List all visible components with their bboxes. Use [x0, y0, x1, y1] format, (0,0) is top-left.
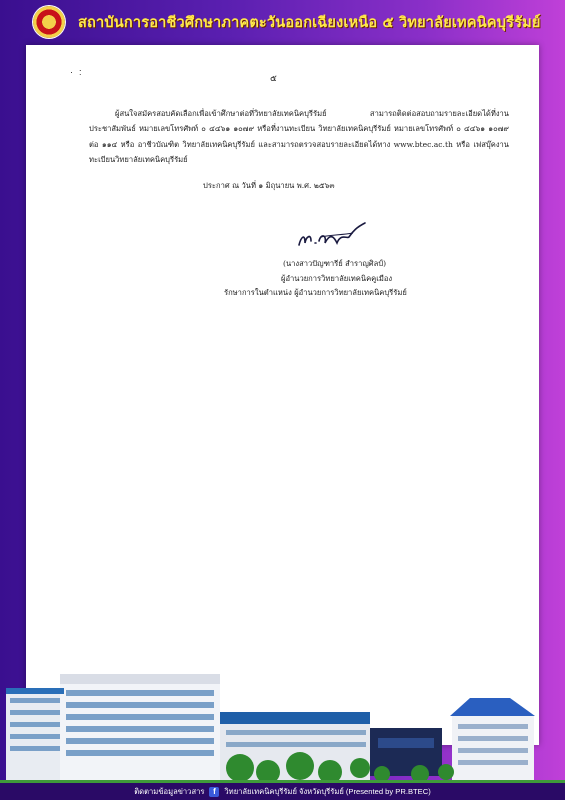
campus-buildings-image	[0, 668, 565, 786]
body-paragraph: ผู้สนใจสมัครสอบคัดเลือกเพื่อเข้าศึกษาต่อที่วิทยาลัยเทคนิคบุรีรัมย์ สามารถติดต่อสอบถามรายละเอียดได้ที่งานประชาสัมพันธ์ หมายเลขโทรศัพท์ ๐ ๔๔๖๑ ๑๐๗๙ หรือที่งานทะเบียน วิทยาลัยเทคนิคบุรีรัมย์ หมายเลขโทรศัพท์ ๐ ๔๔๖๑ ๑๐๗๙ ต่อ ๑๑๔ หรือ อาชีวบัณฑิต วิทยาลัยเทคนิคบุรีรัมย์ และสามารถตรวจสอบรายละเอียดได้ทาง www.btec.ac.th หรือ เฟสบุ๊คงานทะเบียนวิทยาลัยเทคนิคบุรีรัมย์	[89, 109, 509, 165]
document-page	[26, 45, 539, 745]
signature-block	[221, 257, 451, 301]
footer-page-text[interactable]: วิทยาลัยเทคนิคบุรีรัมย์ จังหวัดบุรีรัมย์ (Presented by PR.BTEC)	[224, 786, 431, 796]
announce-date: ประกาศ ณ วันที่ ๑ มิถุนายน พ.ศ. ๒๕๖๓	[203, 181, 335, 190]
signer-acting-position: รักษาการในตำแหน่ง ผู้อำนวยการวิทยาลัยเทคนิคบุรีรัมย์	[224, 288, 407, 297]
college-seal-icon	[33, 6, 65, 38]
footer-follow-text: ติดตามข้อมูลข่าวสาร	[134, 786, 205, 796]
document-body	[89, 106, 509, 168]
header-bar	[0, 0, 565, 44]
signer-name: (นางสาวปัญฑารีย์ สำราญศิลป์)	[283, 259, 387, 268]
footer-bar	[0, 783, 565, 800]
header-title: สถาบันการอาชีวศึกษาภาคตะวันออกเฉียงเหนือ ๕ วิทยาลัยเทคนิคบุรีรัมย์	[78, 14, 541, 31]
page-number: ๕	[270, 74, 277, 84]
facebook-icon[interactable]: f	[209, 787, 219, 797]
signature-image	[291, 215, 371, 251]
scan-marks: ·:	[70, 67, 88, 77]
signer-position: ผู้อำนวยการวิทยาลัยเทคนิคคูเมือง	[281, 273, 393, 283]
